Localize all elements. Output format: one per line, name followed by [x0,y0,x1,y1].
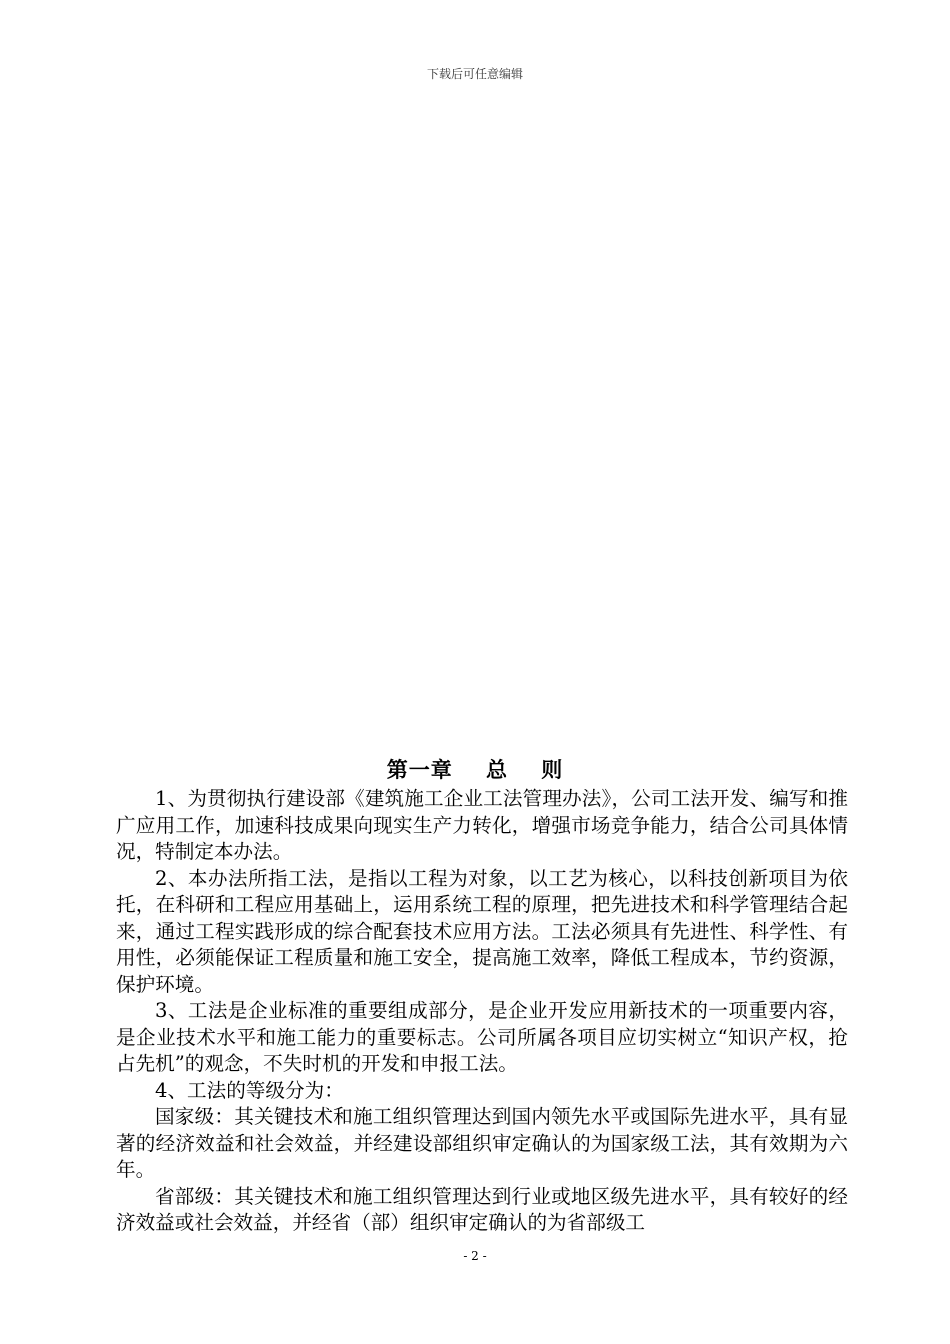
page-number: - 2 - [463,1249,487,1263]
page-header-note: 下载后可任意编辑 [426,67,523,81]
paragraph-1: 1、为贯彻执行建设部《建筑施工企业工法管理办法》，公司工法开发、编写和推广应用工作，加速科技成果向现实生产力转化，增强市场竞争能力，结合公司具体情况，特制定本办法。 [116,787,848,863]
chapter-title: 第一章 总 则 [386,758,564,782]
paragraph-4: 4、工法的等级分为： [155,1078,344,1102]
paragraph-2: 2、本办法所指工法，是指以工程为对象，以工艺为核心，以科技创新项目为依托，在科研和工程应用基础上，运用系统工程的原理，把先进技术和科学管理结合起来，通过工程实践形成的综合配套技术应用方法。工法必须具有先进性、科学性、有用性，必须能保证工程质量和施工安全，提高施工效率，降低工程成本，节约资源，保护环境。 [116,866,848,996]
paragraph-provincial-level: 省部级：其关键技术和施工组织管理达到行业或地区级先进水平，具有较好的经济效益或社会效益，并经省（部）组织审定确认的为省部级工 [116,1184,848,1234]
paragraph-3: 3、工法是企业标准的重要组成部分，是企业开发应用新技术的一项重要内容，是企业技术水平和施工能力的重要标志。公司所属各项目应切实树立“知识产权，抢占先机”的观念，不失时机的开发和申报工法。 [116,999,848,1075]
document-body [116,786,848,1237]
paragraph-national-level: 国家级：其关键技术和施工组织管理达到国内领先水平或国际先进水平，具有显著的经济效益和社会效益，并经建设部组织审定确认的为国家级工法，其有效期为六年。 [116,1105,848,1181]
